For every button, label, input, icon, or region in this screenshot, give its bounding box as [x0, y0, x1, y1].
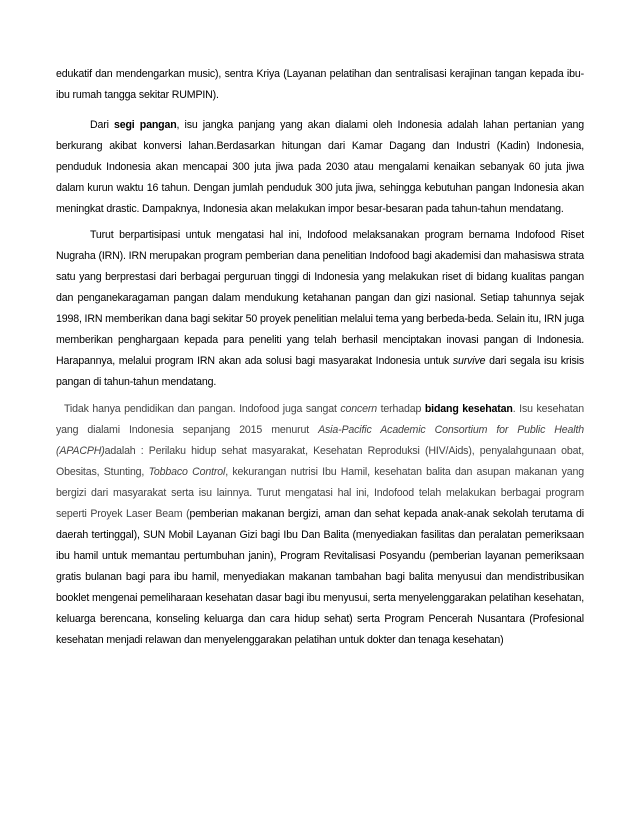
text-segment: Tidak hanya pendidikan dan pangan. Indofood juga sangat — [64, 403, 341, 415]
italic-tobbaco-control: Tobbaco Control — [148, 466, 226, 478]
text-segment: . Isu kesehatan yang dialami Indonesia sepanjang 2015 menurut — [56, 403, 584, 436]
paragraph-1 — [56, 64, 584, 106]
text-segment: , kekurangan nutrisi Ibu Hamil, kesehatan balita dan asupan makanan yang bergizi dari masyarakat serta isu lainnya. Turut mengatasi hal ini, Indofood telah melakukan berbagai program seperti Proyek Laser Beam ( — [56, 466, 585, 520]
text-segment: adalah : Perilaku hidup sehat masyarakat, Kesehatan Reproduksi (HIV/Aids), penyalahgunaan obat, Obesitas, Stunting, — [56, 445, 584, 478]
text-segment: dari segala isu krisis pangan di tahun-tahun mendatang. — [56, 355, 584, 388]
italic-apacph: Asia-Pacific Academic Consortium for Public Health (APACPH) — [56, 424, 584, 457]
paragraph-3-irn — [56, 225, 584, 393]
paragraph-2-segi-pangan — [56, 115, 584, 220]
text-segment: Turut berpartisipasi untuk mengatasi hal ini, Indofood melaksanakan program bernama Indofood Riset Nugraha (IRN). IRN merupakan program pemberian dana penelitian Indofood bagi akademisi dan mahasiswa strata satu yang berprestasi dari berbagai perguruan tinggi di Indonesia yang melakukan riset di bidang kualitas pangan dan penganekaragaman pangan dalam mendukung ketahanan pangan dan gizi nasional. Setiap tahunnya sejak 1998, IRN memberikan dana bagi sekitar 50 proyek penelitian melalui tema yang berbeda-beda. Selain itu, IRN juga memberikan penghargaan kepada para peneliti yang telah berhasil menciptakan inovasi pangan di Indonesia. Harapannya, melalui program IRN akan ada solusi bagi masyarakat Indonesia untuk — [56, 229, 584, 367]
paragraph-1-text: edukatif dan mendengarkan music), sentra Kriya (Layanan pelatihan dan sentralisasi kerajinan tangan kepada ibu-ibu rumah tangga sekitar RUMPIN). — [56, 68, 584, 101]
bold-heading-bidang-kesehatan: bidang kesehatan — [424, 403, 513, 415]
document-body — [56, 64, 584, 651]
paragraph-4-kesehatan — [56, 399, 584, 651]
text-segment: pemberian makanan bergizi, aman dan sehat kepada anak-anak sekolah terutama di daerah tertinggal), SUN Mobil Layanan Gizi bagi Ibu Dan Balita (menyediakan fasilitas dan peralatan pemeriksaan ibu hamil untuk memantau pertumbuhan janin), Program Revitalisasi Posyandu (pemberian layanan pemeriksaan gratis bulanan bagi para ibu hamil, menyediakan makanan tambahan bagi balita menyusui dan mendistribusikan booklet mengenai pemeliharaan kesehatan dasar bagi ibu menyusui, serta menyelenggarakan pelatihan kesehatan, keluarga berencana, konseling keluarga dan cara hidup sehat) serta Program Pencerah Nusantara (Profesional kesehatan menjadi relawan dan menyelenggarakan pelatihan untuk dokter dan tenaga kesehatan) — [56, 508, 584, 646]
text-segment: terhadap — [377, 403, 425, 415]
text-segment: Dari — [90, 119, 114, 131]
bold-heading-segi-pangan: segi pangan — [114, 119, 177, 131]
italic-word-concern: concern — [340, 403, 377, 415]
text-segment: Berdasarkan hitungan dari Kamar Dagang dan Industri (Kadin) Indonesia, penduduk Indonesia akan mencapai 300 juta jiwa pada 2030 atau mengalami kenaikan sebanyak 60 juta jiwa dalam kurun waktu 16 tahun. Dengan jumlah penduduk 300 juta jiwa, sehingga kebutuhan pangan Indonesia akan meningkat drastic. Dampaknya, Indonesia akan melakukan impor besar-besaran pada tahun-tahun mendatang. — [56, 140, 584, 215]
italic-word-survive: survive — [452, 355, 486, 367]
text-segment: , isu jangka panjang yang akan dialami oleh Indonesia adalah lahan pertanian yang berkurang akibat konversi lahan. — [56, 119, 584, 152]
